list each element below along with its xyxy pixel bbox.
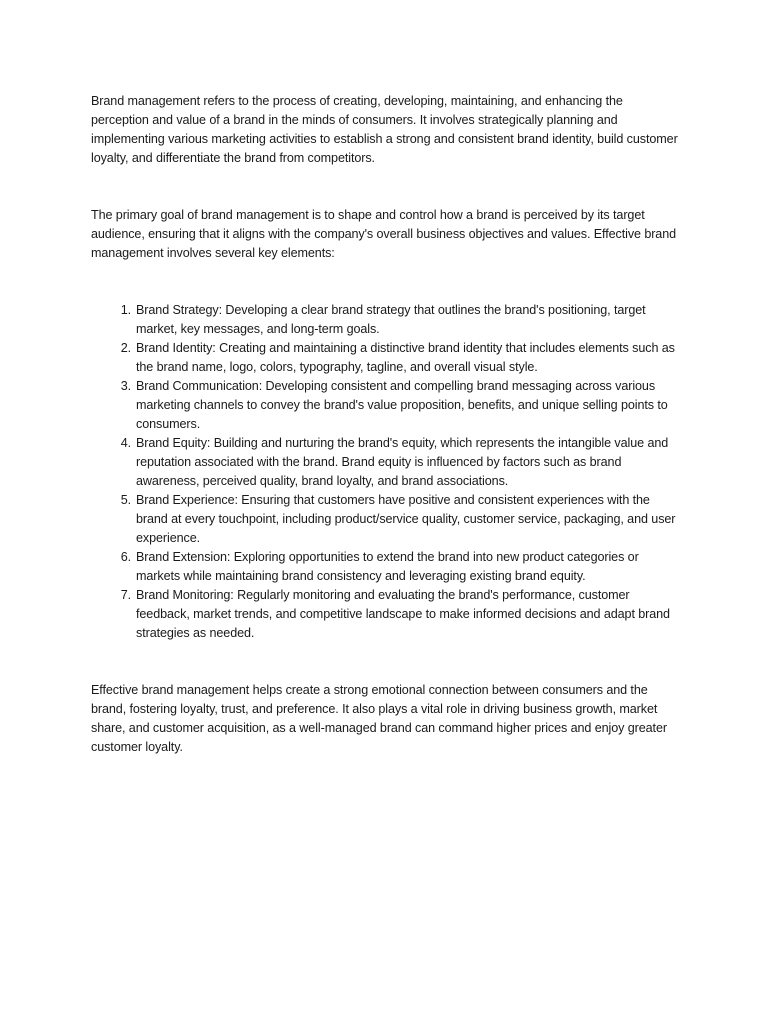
list-item-number: 1. — [120, 303, 131, 317]
list-item-text: Brand Monitoring: Regularly monitoring and evaluating the brand's performance, customer feedback, market trends, and competitive landscape to make informed decisions and adapt brand strategies as needed. — [136, 588, 670, 640]
list-item-text: Brand Equity: Building and nurturing the brand's equity, which represents the intangible value and reputation associated with the brand. Brand equity is influenced by factors such as brand awareness, perceived quality, brand loyalty, and brand associations. — [136, 436, 669, 488]
list-item — [120, 339, 681, 377]
list-item — [120, 434, 681, 491]
goal-paragraph: The primary goal of brand management is to shape and control how a brand is perceived by its target audience, ensuring that it aligns with the company's overall business objectives and values. Effective brand management involves several key elements: — [91, 208, 677, 260]
list-item-number: 2. — [120, 341, 131, 355]
list-item-number: 4. — [120, 436, 131, 450]
list-item-number: 7. — [120, 588, 131, 602]
list-item-number: 5. — [120, 493, 131, 507]
intro-paragraph: Brand management refers to the process of creating, developing, maintaining, and enhancing the perception and value of a brand in the minds of consumers. It involves strategically planning and implementing various marketing activities to establish a strong and consistent brand identity, build customer loyalty, and differentiate the brand from competitors. — [91, 94, 678, 165]
conclusion-paragraph: Effective brand management helps create a strong emotional connection between consumers and the brand, fostering loyalty, trust, and preference. It also plays a vital role in driving business growth, market share, and customer acquisition, as a well-managed brand can command higher prices and enjoy greater customer loyalty. — [91, 683, 667, 754]
list-item — [120, 548, 681, 586]
list-item — [120, 377, 681, 434]
list-item — [120, 301, 681, 339]
list-item-number: 6. — [120, 550, 131, 564]
key-elements-list — [91, 301, 681, 643]
list-item-text: Brand Experience: Ensuring that customers have positive and consistent experiences with the brand at every touchpoint, including product/service quality, customer service, packaging, and user experience. — [136, 493, 676, 545]
list-item-text: Brand Extension: Exploring opportunities to extend the brand into new product categories or markets while maintaining brand consistency and leveraging existing brand equity. — [136, 550, 639, 583]
list-item-text: Brand Strategy: Developing a clear brand strategy that outlines the brand's positioning, target market, key messages, and long-term goals. — [136, 303, 646, 336]
document-page — [91, 92, 681, 757]
list-item — [120, 491, 681, 548]
list-item — [120, 586, 681, 643]
list-item-text: Brand Communication: Developing consistent and compelling brand messaging across various marketing channels to convey the brand's value proposition, benefits, and unique selling points to consumers. — [136, 379, 668, 431]
list-item-number: 3. — [120, 379, 131, 393]
list-item-text: Brand Identity: Creating and maintaining a distinctive brand identity that includes elements such as the brand name, logo, colors, typography, tagline, and overall visual style. — [136, 341, 675, 374]
